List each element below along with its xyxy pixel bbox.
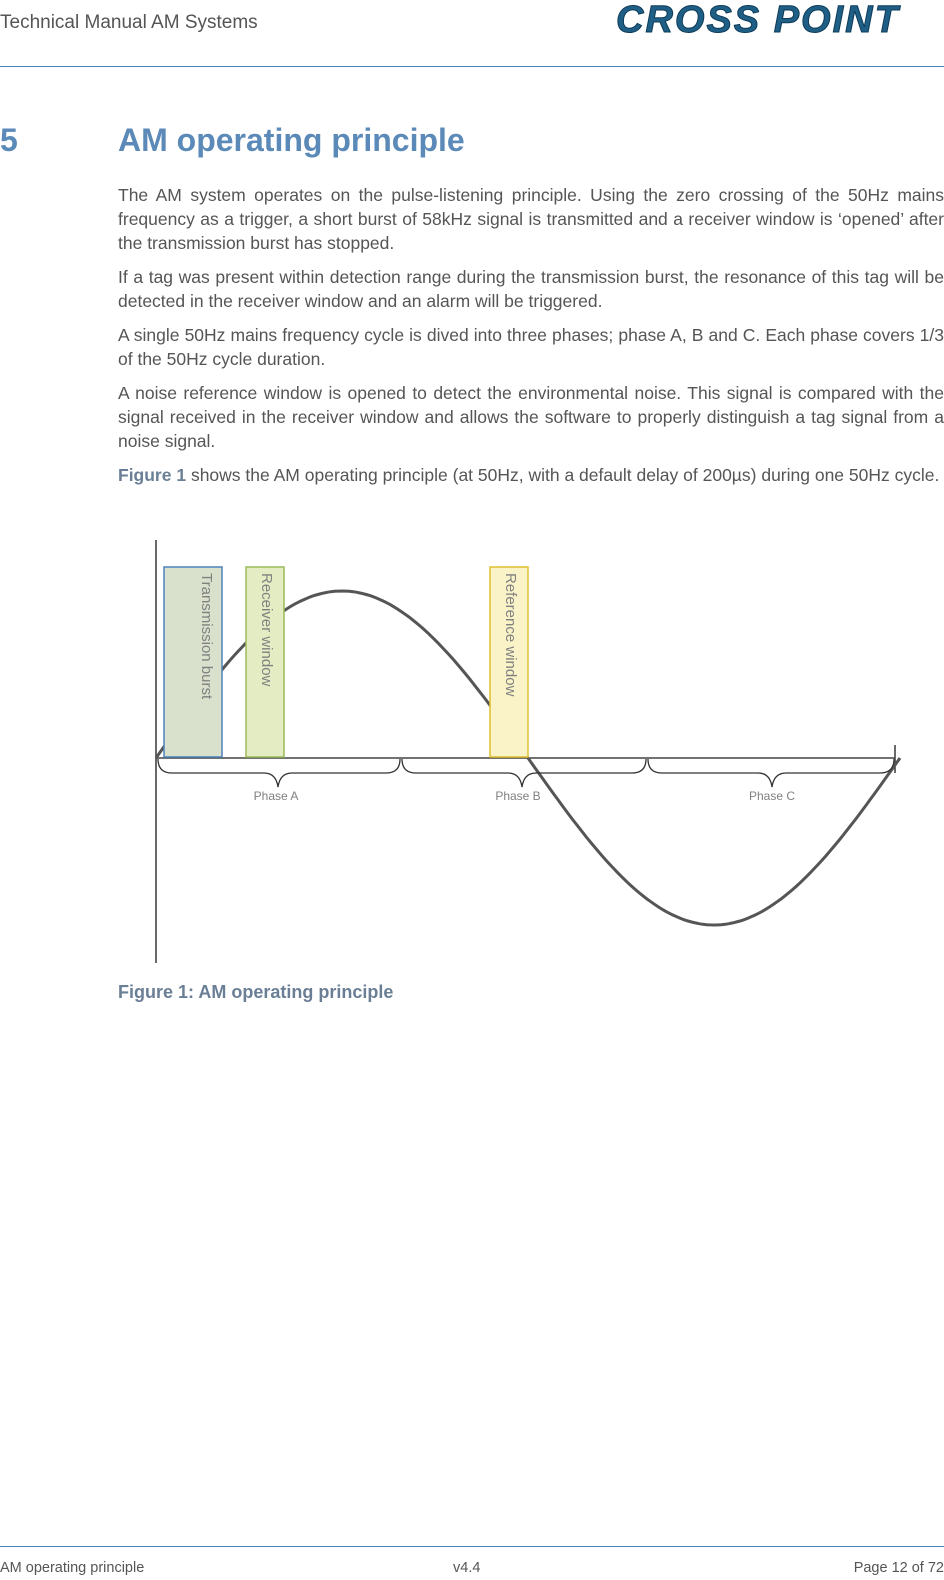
- paragraph-2: If a tag was present within detection range during the transmission burst, the resonance of this tag will be detected in the receiver window and an alarm will be triggered.: [118, 267, 944, 311]
- phase-c-brace: [648, 759, 894, 787]
- phase-c-label: Phase C: [748, 789, 796, 803]
- header-title: Technical Manual AM Systems: [0, 12, 258, 33]
- paragraph-1: The AM system operates on the pulse-listening principle. Using the zero crossing of the 50Hz mains frequency as a trigger, a short burst of 58kHz signal is transmitted and a receiver window is ‘opened’ after the transmission burst has stopped.: [118, 185, 944, 253]
- body-text: [118, 183, 944, 497]
- paragraph-3: A single 50Hz mains frequency cycle is dived into three phases; phase A, B and C. Each phase covers 1/3 of the 50Hz cycle duration.: [118, 325, 944, 369]
- section-title: AM operating principle: [118, 122, 465, 158]
- section-number: 5: [0, 122, 18, 158]
- footer-page-number: Page 12 of 72: [853, 1560, 944, 1576]
- cross-point-logo: [614, 0, 944, 40]
- figure-link[interactable]: Figure 1: [118, 465, 187, 485]
- header-rule: [0, 66, 944, 67]
- paragraph-4: A noise reference window is opened to detect the environmental noise. This signal is compared with the signal received in the receiver window and allows the software to properly distinguish a tag signal from a noise signal.: [118, 383, 944, 451]
- phase-a-brace: [158, 759, 400, 787]
- receiver-window-label: Receiver window: [258, 573, 275, 687]
- footer-rule: [0, 1546, 944, 1547]
- figure-reference-text: shows the AM operating principle (at 50Hz, with a default delay of 200µs) during one 50Hz cycle.: [186, 465, 940, 485]
- phase-a-label: Phase A: [253, 789, 299, 803]
- svg-text:CROSS POINT: CROSS POINT: [616, 0, 900, 40]
- reference-window-label: Reference window: [502, 573, 519, 697]
- footer-version: v4.4: [453, 1560, 481, 1576]
- am-operating-principle-diagram: [140, 535, 920, 970]
- transmission-burst-label: Transmission burst: [198, 573, 215, 700]
- phase-b-label: Phase B: [495, 789, 541, 803]
- figure-caption: Figure 1: AM operating principle: [118, 982, 394, 1002]
- figure-reference-paragraph: [118, 463, 944, 487]
- footer-section: AM operating principle: [0, 1560, 145, 1576]
- phase-b-brace: [402, 759, 646, 787]
